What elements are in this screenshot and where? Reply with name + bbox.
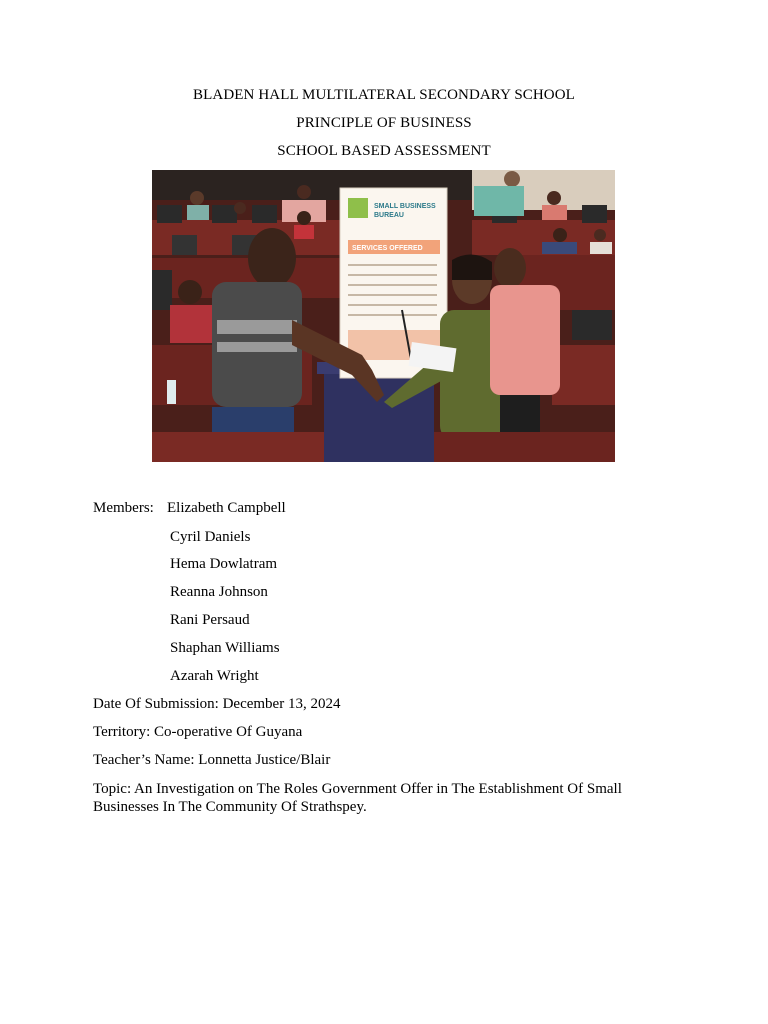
topic: Topic: An Investigation on The Roles Government Offer in The Establishment Of Small Businesses In The Community Of Strathspey.: [93, 781, 622, 815]
member-name: Reanna Johnson: [170, 584, 268, 600]
member-name: Shaphan Williams: [170, 640, 280, 656]
banner-title-2: BUREAU: [374, 212, 404, 219]
school-title: BLADEN HALL MULTILATERAL SECONDARY SCHOOL: [193, 87, 575, 103]
members-label: Members:: [93, 500, 154, 516]
member-name: Elizabeth Campbell: [167, 500, 286, 516]
banner-services: SERVICES OFFERED: [352, 245, 423, 252]
member-name: Hema Dowlatram: [170, 556, 278, 572]
member-name: Rani Persaud: [170, 612, 250, 628]
assessment-title: SCHOOL BASED ASSESSMENT: [277, 143, 491, 159]
member-name: Cyril Daniels: [170, 529, 251, 545]
banner-title-1: SMALL BUSINESS: [374, 203, 436, 210]
submission-date: Date Of Submission: December 13, 2024: [93, 696, 341, 712]
ceremony-photo: [152, 170, 615, 462]
member-name: Azarah Wright: [170, 668, 259, 684]
teacher-name: Teacher’s Name: Lonnetta Justice/Blair: [93, 752, 331, 768]
territory: Territory: Co-operative Of Guyana: [93, 724, 303, 740]
subject-title: PRINCIPLE OF BUSINESS: [296, 115, 472, 131]
